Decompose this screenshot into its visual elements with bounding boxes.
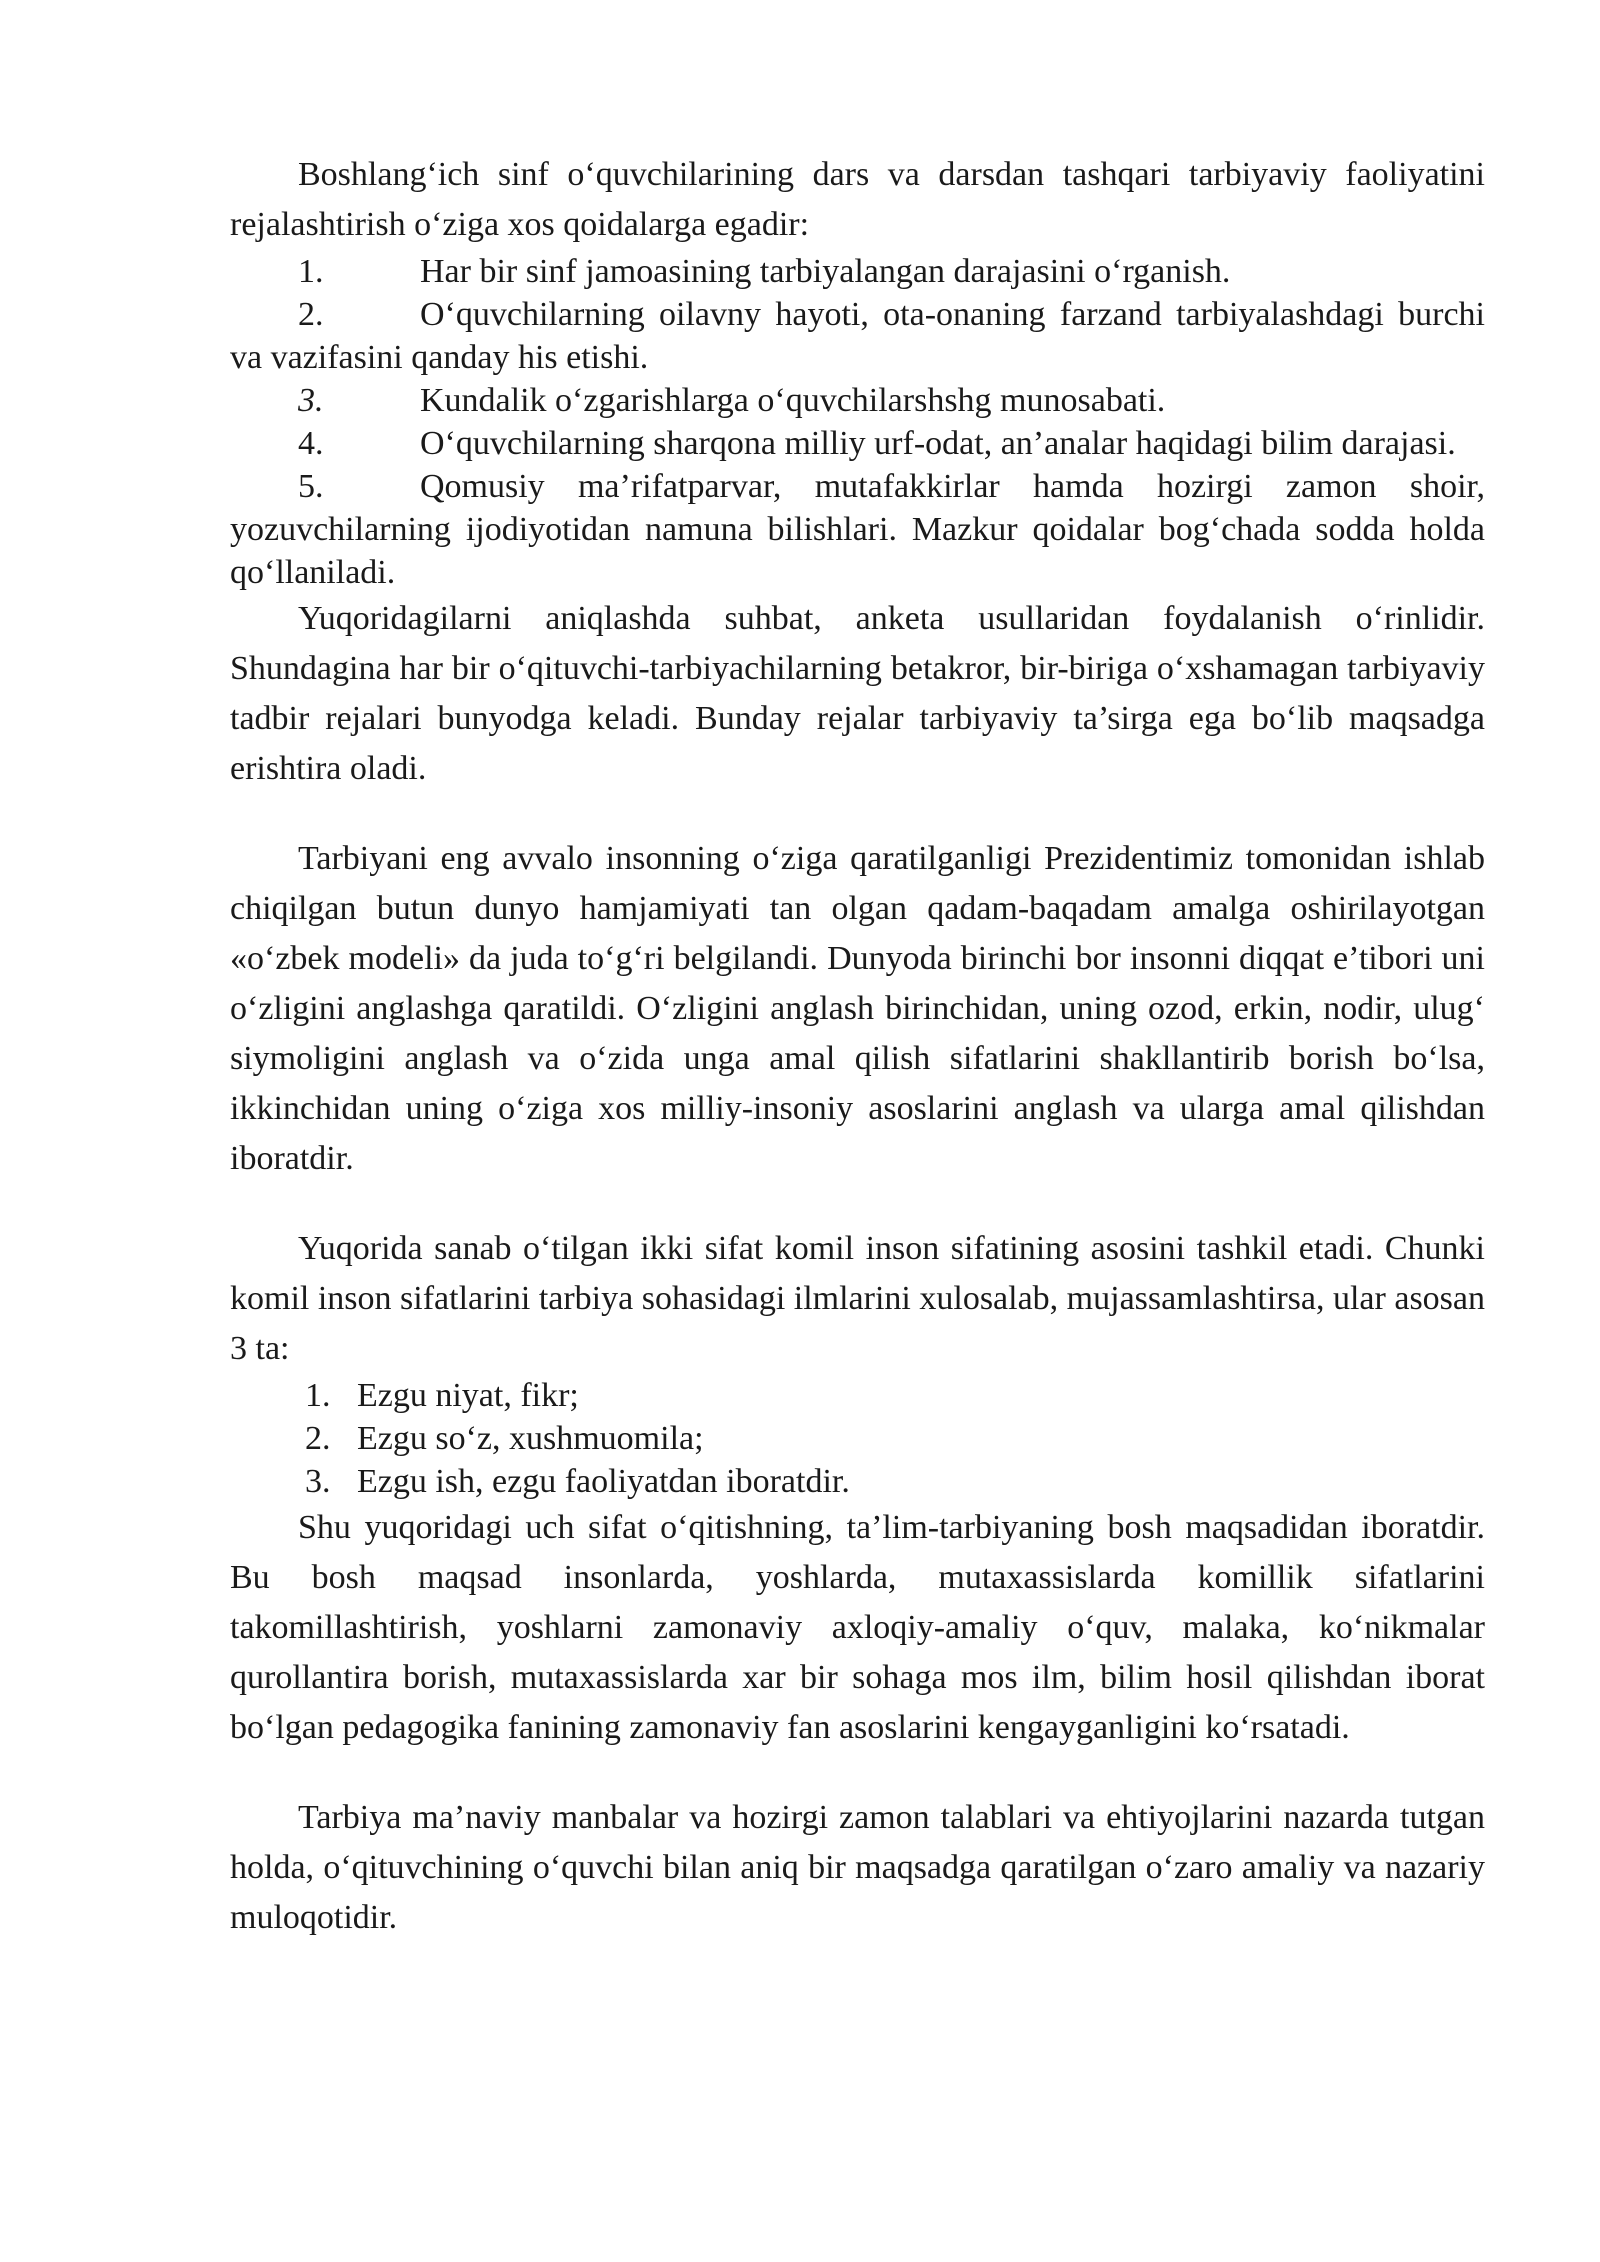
list-item-number: 3. [298,382,324,419]
list-item [230,250,1485,293]
list-item-number: 1. [305,1377,331,1414]
list-item-text: Kundalik o‘zgarishlarga o‘quvchilarshshg munosabati. [420,382,1166,419]
list-item [230,465,1485,594]
list-item [230,293,1485,379]
qualities-paragraph: Yuqorida sanab o‘tilgan ikki sifat komil inson sifatining asosini tashkil etadi. Chunki komil inson sifatlarini tarbiya sohasidagi ilmlarini xulosalab, mujassamlashtirsa, ular asosan 3 ta: [230,1230,1485,1367]
definition-paragraph: Tarbiya ma’naviy manbalar va hozirgi zamon talablari va ehtiyojlarini nazarda tutgan holda, o‘qituvchining o‘quvchi bilan aniq bir maqsadga qaratilgan o‘zaro amaliy va nazariy muloqotidir. [230,1799,1485,1936]
list-item-number: 4. [298,425,324,462]
list-item-text: O‘quvchilarning oilavny hayoti, ota-onaning farzand tarbiyalashdagi burchi va vazifasini qanday his etishi. [230,296,1485,376]
list-item-number: 3. [305,1463,331,1500]
intro-paragraph: Boshlang‘ich sinf o‘quvchilarining dars va darsdan tashqari tarbiyaviy faoliyatini rejalashtirish o‘ziga xos qoidalarga egadir: [230,156,1485,243]
qualities-list [230,1374,1485,1503]
list-item-text: Har bir sinf jamoasining tarbiyalangan darajasini o‘rganish. [420,253,1231,290]
list-item-text: O‘quvchilarning sharqona milliy urf-odat, an’analar haqidagi bilim darajasi. [420,425,1456,462]
list-item-number: 2. [305,1420,331,1457]
list-item-number: 1. [298,253,324,290]
list-item-text: Ezgu ish, ezgu faoliyatdan iboratdir. [357,1463,850,1500]
list-item-text: Qomusiy ma’rifatparvar, mutafakkirlar hamda hozirgi zamon shoir, yozuvchilarning ijodiyotidan namuna bilishlari. Mazkur qoidalar bog‘chada sodda holda qo‘llaniladi. [230,468,1485,591]
list-item [230,1417,1485,1460]
rules-list [230,250,1485,594]
list-item-text: Ezgu niyat, fikr; [357,1377,579,1414]
methods-paragraph: Yuqoridagilarni aniqlashda suhbat, anketa usullaridan foydalanish o‘rinlidir. Shundagina har bir o‘qituvchi-tarbiyachilarning betakror, bir-biriga o‘xshamagan tarbiyaviy tadbir rejalari bunyodga keladi. Bunday rejalar tarbiyaviy ta’sirga ega bo‘lib maqsadga erishtira oladi. [230,600,1485,787]
list-item [230,1374,1485,1417]
list-item [230,422,1485,465]
model-paragraph: Tarbiyani eng avvalo insonning o‘ziga qaratilganligi Prezidentimiz tomonidan ishlab chiqilgan butun dunyo hamjamiyati tan olgan qadam-baqadam amalga oshirilayotgan «o‘zbek modeli» da juda to‘g‘ri belgilandi. Dunyoda birinchi bor insonni diqqat e’tibori uni o‘zligini anglashga qaratildi. O‘zligini anglash birinchidan, uning ozod, erkin, nodir, ulug‘ siymoligini anglash va o‘zida unga amal qilish sifatlarini shakllantirib borish bo‘lsa, ikkinchidan uning o‘ziga xos milliy-insoniy asoslarini anglash va ularga amal qilishdan iboratdir. [230,840,1485,1177]
list-item-number: 5. [298,468,324,505]
list-item-text: Ezgu so‘z, xushmuomila; [357,1420,704,1457]
goal-paragraph: Shu yuqoridagi uch sifat o‘qitishning, ta’lim-tarbiyaning bosh maqsadidan iboratdir. Bu bosh maqsad insonlarda, yoshlarda, mutaxassislarda komillik sifatlarini takomillashtirish, yoshlarni zamonaviy axloqiy-amaliy o‘quv, malaka, ko‘nikmalar qurollantira borish, mutaxassislarda xar bir sohaga mos ilm, bilim hosil qilishdan iborat bo‘lgan pedagogika fanining zamonaviy fan asoslarini kengayganligini ko‘rsatadi. [230,1509,1485,1746]
list-item-number: 2. [298,296,324,333]
list-item [230,1460,1485,1503]
list-item [230,379,1485,422]
